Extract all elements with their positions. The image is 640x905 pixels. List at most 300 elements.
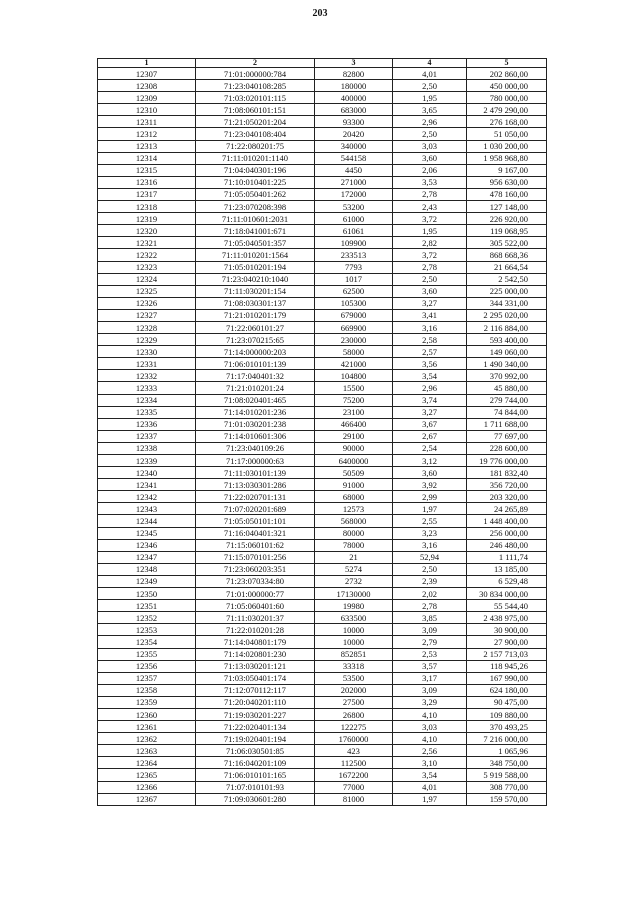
rate-cell: 3,29: [393, 696, 467, 708]
row-number-cell: 12339: [98, 455, 196, 467]
table-row: [98, 334, 547, 346]
rate-cell: 4,01: [393, 781, 467, 793]
area-cell: 180000: [315, 80, 393, 92]
value-cell: 149 060,00: [467, 346, 547, 358]
row-number-cell: 12320: [98, 225, 196, 237]
table-row: [98, 708, 547, 720]
cadastral-number-cell: 71:23:040210:1040: [196, 273, 315, 285]
rate-cell: 3,27: [393, 297, 467, 309]
rate-cell: 2,54: [393, 442, 467, 454]
table-row: [98, 491, 547, 503]
column-header-2: 2: [196, 59, 315, 68]
row-number-cell: 12347: [98, 551, 196, 563]
rate-cell: 3,74: [393, 394, 467, 406]
value-cell: 2 157 713,03: [467, 648, 547, 660]
row-number-cell: 12327: [98, 309, 196, 321]
row-number-cell: 12311: [98, 116, 196, 128]
value-cell: 2 295 020,00: [467, 309, 547, 321]
value-cell: 77 697,00: [467, 430, 547, 442]
area-cell: 122275: [315, 721, 393, 733]
cadastral-number-cell: 71:22:060101:27: [196, 321, 315, 333]
rate-cell: 2,50: [393, 80, 467, 92]
table-row: [98, 503, 547, 515]
rate-cell: 3,57: [393, 660, 467, 672]
rate-cell: 4,01: [393, 68, 467, 80]
header-row: [98, 59, 547, 68]
table-row: [98, 370, 547, 382]
area-cell: 90000: [315, 442, 393, 454]
cadastral-number-cell: 71:15:060101:62: [196, 539, 315, 551]
value-cell: 1 111,74: [467, 551, 547, 563]
area-cell: 172000: [315, 188, 393, 200]
cadastral-number-cell: 71:22:080201:75: [196, 140, 315, 152]
value-cell: 24 265,89: [467, 503, 547, 515]
area-cell: 75200: [315, 394, 393, 406]
row-number-cell: 12312: [98, 128, 196, 140]
value-cell: 203 320,00: [467, 491, 547, 503]
area-cell: 400000: [315, 92, 393, 104]
page-number: 203: [312, 8, 328, 19]
value-cell: 2 479 290,00: [467, 104, 547, 116]
value-cell: 2 438 975,00: [467, 612, 547, 624]
rate-cell: 3,54: [393, 769, 467, 781]
cadastral-number-cell: 71:21:010201:24: [196, 382, 315, 394]
row-number-cell: 12362: [98, 733, 196, 745]
area-cell: 20420: [315, 128, 393, 140]
area-cell: 5274: [315, 563, 393, 575]
area-cell: 21: [315, 551, 393, 563]
rate-cell: 2,96: [393, 116, 467, 128]
cadastral-number-cell: 71:14:010201:236: [196, 406, 315, 418]
table-row: [98, 539, 547, 551]
row-number-cell: 12345: [98, 527, 196, 539]
rate-cell: 3,23: [393, 527, 467, 539]
area-cell: 62500: [315, 285, 393, 297]
row-number-cell: 12350: [98, 588, 196, 600]
cadastral-number-cell: 71:16:040201:109: [196, 757, 315, 769]
value-cell: 279 744,00: [467, 394, 547, 406]
row-number-cell: 12367: [98, 793, 196, 805]
cadastral-number-cell: 71:11:010601:2031: [196, 213, 315, 225]
area-cell: 679000: [315, 309, 393, 321]
rate-cell: 2,55: [393, 515, 467, 527]
value-cell: 1 958 968,80: [467, 152, 547, 164]
value-cell: 1 065,96: [467, 745, 547, 757]
rate-cell: 3,17: [393, 672, 467, 684]
row-number-cell: 12352: [98, 612, 196, 624]
table-row: [98, 394, 547, 406]
value-cell: 118 945,26: [467, 660, 547, 672]
cadastral-number-cell: 71:01:030201:238: [196, 418, 315, 430]
rate-cell: 2,79: [393, 636, 467, 648]
area-cell: 4450: [315, 164, 393, 176]
row-number-cell: 12330: [98, 346, 196, 358]
rate-cell: 2,78: [393, 188, 467, 200]
rate-cell: 2,78: [393, 600, 467, 612]
rate-cell: 2,56: [393, 745, 467, 757]
rate-cell: 3,27: [393, 406, 467, 418]
value-cell: 30 834 000,00: [467, 588, 547, 600]
table-row: [98, 600, 547, 612]
value-cell: 226 920,00: [467, 213, 547, 225]
table-row: [98, 309, 547, 321]
cadastral-number-cell: 71:19:030201:227: [196, 708, 315, 720]
table-row: [98, 479, 547, 491]
rate-cell: 1,97: [393, 793, 467, 805]
value-cell: 13 185,00: [467, 563, 547, 575]
cadastral-number-cell: 71:13:030201:121: [196, 660, 315, 672]
row-number-cell: 12340: [98, 467, 196, 479]
cadastral-number-cell: 71:14:020801:230: [196, 648, 315, 660]
area-cell: 112500: [315, 757, 393, 769]
value-cell: 868 668,36: [467, 249, 547, 261]
cadastral-number-cell: 71:12:070112:117: [196, 684, 315, 696]
rate-cell: 2,39: [393, 575, 467, 587]
rate-cell: 2,96: [393, 382, 467, 394]
row-number-cell: 12353: [98, 624, 196, 636]
rate-cell: 3,03: [393, 140, 467, 152]
row-number-cell: 12364: [98, 757, 196, 769]
rate-cell: 3,60: [393, 285, 467, 297]
table-row: [98, 551, 547, 563]
cadastral-number-cell: 71:06:010101:139: [196, 358, 315, 370]
area-cell: 77000: [315, 781, 393, 793]
table-row: [98, 237, 547, 249]
column-header-1: 1: [98, 59, 196, 68]
rate-cell: 2,50: [393, 563, 467, 575]
rate-cell: 4,10: [393, 708, 467, 720]
cadastral-number-cell: 71:23:040108:285: [196, 80, 315, 92]
row-number-cell: 12344: [98, 515, 196, 527]
row-number-cell: 12317: [98, 188, 196, 200]
row-number-cell: 12328: [98, 321, 196, 333]
column-header-5: 5: [467, 59, 547, 68]
value-cell: 344 331,00: [467, 297, 547, 309]
value-cell: 30 900,00: [467, 624, 547, 636]
table-row: [98, 696, 547, 708]
row-number-cell: 12308: [98, 80, 196, 92]
table-row: [98, 563, 547, 575]
rate-cell: 4,10: [393, 733, 467, 745]
row-number-cell: 12366: [98, 781, 196, 793]
cadastral-number-cell: 71:05:040501:357: [196, 237, 315, 249]
row-number-cell: 12343: [98, 503, 196, 515]
area-cell: 230000: [315, 334, 393, 346]
value-cell: 450 000,00: [467, 80, 547, 92]
cadastral-number-cell: 71:23:070334:80: [196, 575, 315, 587]
area-cell: 233513: [315, 249, 393, 261]
table-row: [98, 612, 547, 624]
value-cell: 27 900,00: [467, 636, 547, 648]
table-row: [98, 757, 547, 769]
cadastral-number-cell: 71:19:020401:194: [196, 733, 315, 745]
cadastral-number-cell: 71:21:050201:204: [196, 116, 315, 128]
value-cell: 370 992,00: [467, 370, 547, 382]
rate-cell: 2,78: [393, 261, 467, 273]
table-row: [98, 92, 547, 104]
rate-cell: 3,65: [393, 104, 467, 116]
area-cell: 93300: [315, 116, 393, 128]
table-row: [98, 575, 547, 587]
row-number-cell: 12310: [98, 104, 196, 116]
cadastral-value-table: [97, 58, 547, 806]
cadastral-number-cell: 71:05:050401:262: [196, 188, 315, 200]
row-number-cell: 12309: [98, 92, 196, 104]
table-row: [98, 176, 547, 188]
rate-cell: 3,60: [393, 467, 467, 479]
table-row: [98, 152, 547, 164]
rate-cell: 3,16: [393, 539, 467, 551]
rate-cell: 2,43: [393, 201, 467, 213]
table-row: [98, 588, 547, 600]
table-row: [98, 382, 547, 394]
row-number-cell: 12359: [98, 696, 196, 708]
value-cell: 348 750,00: [467, 757, 547, 769]
table-row: [98, 442, 547, 454]
row-number-cell: 12349: [98, 575, 196, 587]
rate-cell: 3,56: [393, 358, 467, 370]
value-cell: 127 148,00: [467, 201, 547, 213]
value-cell: 228 600,00: [467, 442, 547, 454]
value-cell: 370 493,25: [467, 721, 547, 733]
table-row: [98, 672, 547, 684]
row-number-cell: 12360: [98, 708, 196, 720]
table-row: [98, 116, 547, 128]
area-cell: 29100: [315, 430, 393, 442]
table-body: [98, 68, 547, 806]
table-row: [98, 430, 547, 442]
value-cell: 308 770,00: [467, 781, 547, 793]
area-cell: 19980: [315, 600, 393, 612]
value-cell: 6 529,48: [467, 575, 547, 587]
table-row: [98, 769, 547, 781]
area-cell: 202000: [315, 684, 393, 696]
cadastral-number-cell: 71:11:030101:139: [196, 467, 315, 479]
table-row: [98, 455, 547, 467]
value-cell: 167 990,00: [467, 672, 547, 684]
table-row: [98, 346, 547, 358]
cadastral-number-cell: 71:18:041001:671: [196, 225, 315, 237]
cadastral-number-cell: 71:09:030601:280: [196, 793, 315, 805]
rate-cell: 1,95: [393, 92, 467, 104]
table-row: [98, 104, 547, 116]
column-header-3: 3: [315, 59, 393, 68]
value-cell: 181 832,40: [467, 467, 547, 479]
value-cell: 9 167,00: [467, 164, 547, 176]
cadastral-number-cell: 71:23:060203:351: [196, 563, 315, 575]
table-row: [98, 225, 547, 237]
cadastral-number-cell: 71:15:070101:256: [196, 551, 315, 563]
value-cell: 478 160,00: [467, 188, 547, 200]
area-cell: 10000: [315, 636, 393, 648]
table-row: [98, 624, 547, 636]
value-cell: 51 050,00: [467, 128, 547, 140]
table-row: [98, 418, 547, 430]
row-number-cell: 12358: [98, 684, 196, 696]
rate-cell: 2,02: [393, 588, 467, 600]
row-number-cell: 12321: [98, 237, 196, 249]
rate-cell: 3,10: [393, 757, 467, 769]
row-number-cell: 12316: [98, 176, 196, 188]
row-number-cell: 12331: [98, 358, 196, 370]
value-cell: 593 400,00: [467, 334, 547, 346]
cadastral-number-cell: 71:11:030201:37: [196, 612, 315, 624]
rate-cell: 1,95: [393, 225, 467, 237]
row-number-cell: 12356: [98, 660, 196, 672]
cadastral-number-cell: 71:16:040401:321: [196, 527, 315, 539]
area-cell: 2732: [315, 575, 393, 587]
row-number-cell: 12329: [98, 334, 196, 346]
table-row: [98, 285, 547, 297]
value-cell: 119 068,95: [467, 225, 547, 237]
area-cell: 81000: [315, 793, 393, 805]
cadastral-number-cell: 71:22:010201:28: [196, 624, 315, 636]
cadastral-number-cell: 71:05:050101:101: [196, 515, 315, 527]
value-cell: 1 448 400,00: [467, 515, 547, 527]
area-cell: 105300: [315, 297, 393, 309]
row-number-cell: 12363: [98, 745, 196, 757]
value-cell: 45 880,00: [467, 382, 547, 394]
row-number-cell: 12325: [98, 285, 196, 297]
area-cell: 633500: [315, 612, 393, 624]
value-cell: 159 570,00: [467, 793, 547, 805]
row-number-cell: 12332: [98, 370, 196, 382]
table-row: [98, 721, 547, 733]
rate-cell: 3,03: [393, 721, 467, 733]
area-cell: 340000: [315, 140, 393, 152]
area-cell: 17130000: [315, 588, 393, 600]
value-cell: 1 490 340,00: [467, 358, 547, 370]
area-cell: 7793: [315, 261, 393, 273]
cadastral-number-cell: 71:11:010201:1140: [196, 152, 315, 164]
cadastral-number-cell: 71:10:010401:225: [196, 176, 315, 188]
value-cell: 109 880,00: [467, 708, 547, 720]
table-row: [98, 684, 547, 696]
row-number-cell: 12315: [98, 164, 196, 176]
value-cell: 780 000,00: [467, 92, 547, 104]
table-row: [98, 201, 547, 213]
rate-cell: 3,54: [393, 370, 467, 382]
table-row: [98, 467, 547, 479]
cadastral-number-cell: 71:11:030201:154: [196, 285, 315, 297]
area-cell: 423: [315, 745, 393, 757]
cadastral-number-cell: 71:01:000000:77: [196, 588, 315, 600]
row-number-cell: 12346: [98, 539, 196, 551]
rate-cell: 2,57: [393, 346, 467, 358]
rate-cell: 2,06: [393, 164, 467, 176]
rate-cell: 3,72: [393, 249, 467, 261]
rate-cell: 2,67: [393, 430, 467, 442]
table-row: [98, 261, 547, 273]
cadastral-number-cell: 71:23:070208:398: [196, 201, 315, 213]
row-number-cell: 12326: [98, 297, 196, 309]
table-row: [98, 527, 547, 539]
area-cell: 544158: [315, 152, 393, 164]
cadastral-number-cell: 71:21:010201:179: [196, 309, 315, 321]
table-row: [98, 515, 547, 527]
area-cell: 421000: [315, 358, 393, 370]
area-cell: 10000: [315, 624, 393, 636]
table-row: [98, 321, 547, 333]
table-row: [98, 648, 547, 660]
row-number-cell: 12333: [98, 382, 196, 394]
cadastral-number-cell: 71:03:050401:174: [196, 672, 315, 684]
row-number-cell: 12307: [98, 68, 196, 80]
value-cell: 2 542,50: [467, 273, 547, 285]
value-cell: 1 030 200,00: [467, 140, 547, 152]
cadastral-number-cell: 71:23:040109:26: [196, 442, 315, 454]
area-cell: 669900: [315, 321, 393, 333]
table-row: [98, 273, 547, 285]
cadastral-number-cell: 71:20:040201:110: [196, 696, 315, 708]
cadastral-number-cell: 71:14:040801:179: [196, 636, 315, 648]
row-number-cell: 12323: [98, 261, 196, 273]
row-number-cell: 12337: [98, 430, 196, 442]
area-cell: 78000: [315, 539, 393, 551]
row-number-cell: 12314: [98, 152, 196, 164]
table-row: [98, 128, 547, 140]
area-cell: 1017: [315, 273, 393, 285]
area-cell: 23100: [315, 406, 393, 418]
cadastral-number-cell: 71:08:030301:137: [196, 297, 315, 309]
area-cell: 26800: [315, 708, 393, 720]
row-number-cell: 12322: [98, 249, 196, 261]
area-cell: 27500: [315, 696, 393, 708]
value-cell: 5 919 588,00: [467, 769, 547, 781]
value-cell: 7 216 000,00: [467, 733, 547, 745]
row-number-cell: 12318: [98, 201, 196, 213]
cadastral-number-cell: 71:04:040301:196: [196, 164, 315, 176]
cadastral-number-cell: 71:22:020701:131: [196, 491, 315, 503]
cadastral-number-cell: 71:17:040401:32: [196, 370, 315, 382]
area-cell: 58000: [315, 346, 393, 358]
value-cell: 21 664,54: [467, 261, 547, 273]
rate-cell: 2,99: [393, 491, 467, 503]
row-number-cell: 12335: [98, 406, 196, 418]
area-cell: 91000: [315, 479, 393, 491]
value-cell: 202 860,00: [467, 68, 547, 80]
rate-cell: 52,94: [393, 551, 467, 563]
rate-cell: 2,58: [393, 334, 467, 346]
area-cell: 104800: [315, 370, 393, 382]
column-header-4: 4: [393, 59, 467, 68]
cadastral-number-cell: 71:07:010101:93: [196, 781, 315, 793]
table-header: [98, 59, 547, 68]
table-row: [98, 733, 547, 745]
row-number-cell: 12334: [98, 394, 196, 406]
area-cell: 1760000: [315, 733, 393, 745]
area-cell: 80000: [315, 527, 393, 539]
cadastral-number-cell: 71:14:010601:306: [196, 430, 315, 442]
rate-cell: 3,16: [393, 321, 467, 333]
rate-cell: 2,82: [393, 237, 467, 249]
value-cell: 55 544,40: [467, 600, 547, 612]
cadastral-number-cell: 71:23:040108:404: [196, 128, 315, 140]
table-row: [98, 68, 547, 80]
table-row: [98, 140, 547, 152]
rate-cell: 2,50: [393, 273, 467, 285]
table-row: [98, 793, 547, 805]
area-cell: 568000: [315, 515, 393, 527]
rate-cell: 3,92: [393, 479, 467, 491]
area-cell: 68000: [315, 491, 393, 503]
table-row: [98, 213, 547, 225]
table-row: [98, 660, 547, 672]
row-number-cell: 12313: [98, 140, 196, 152]
area-cell: 82800: [315, 68, 393, 80]
rate-cell: 3,12: [393, 455, 467, 467]
area-cell: 50509: [315, 467, 393, 479]
